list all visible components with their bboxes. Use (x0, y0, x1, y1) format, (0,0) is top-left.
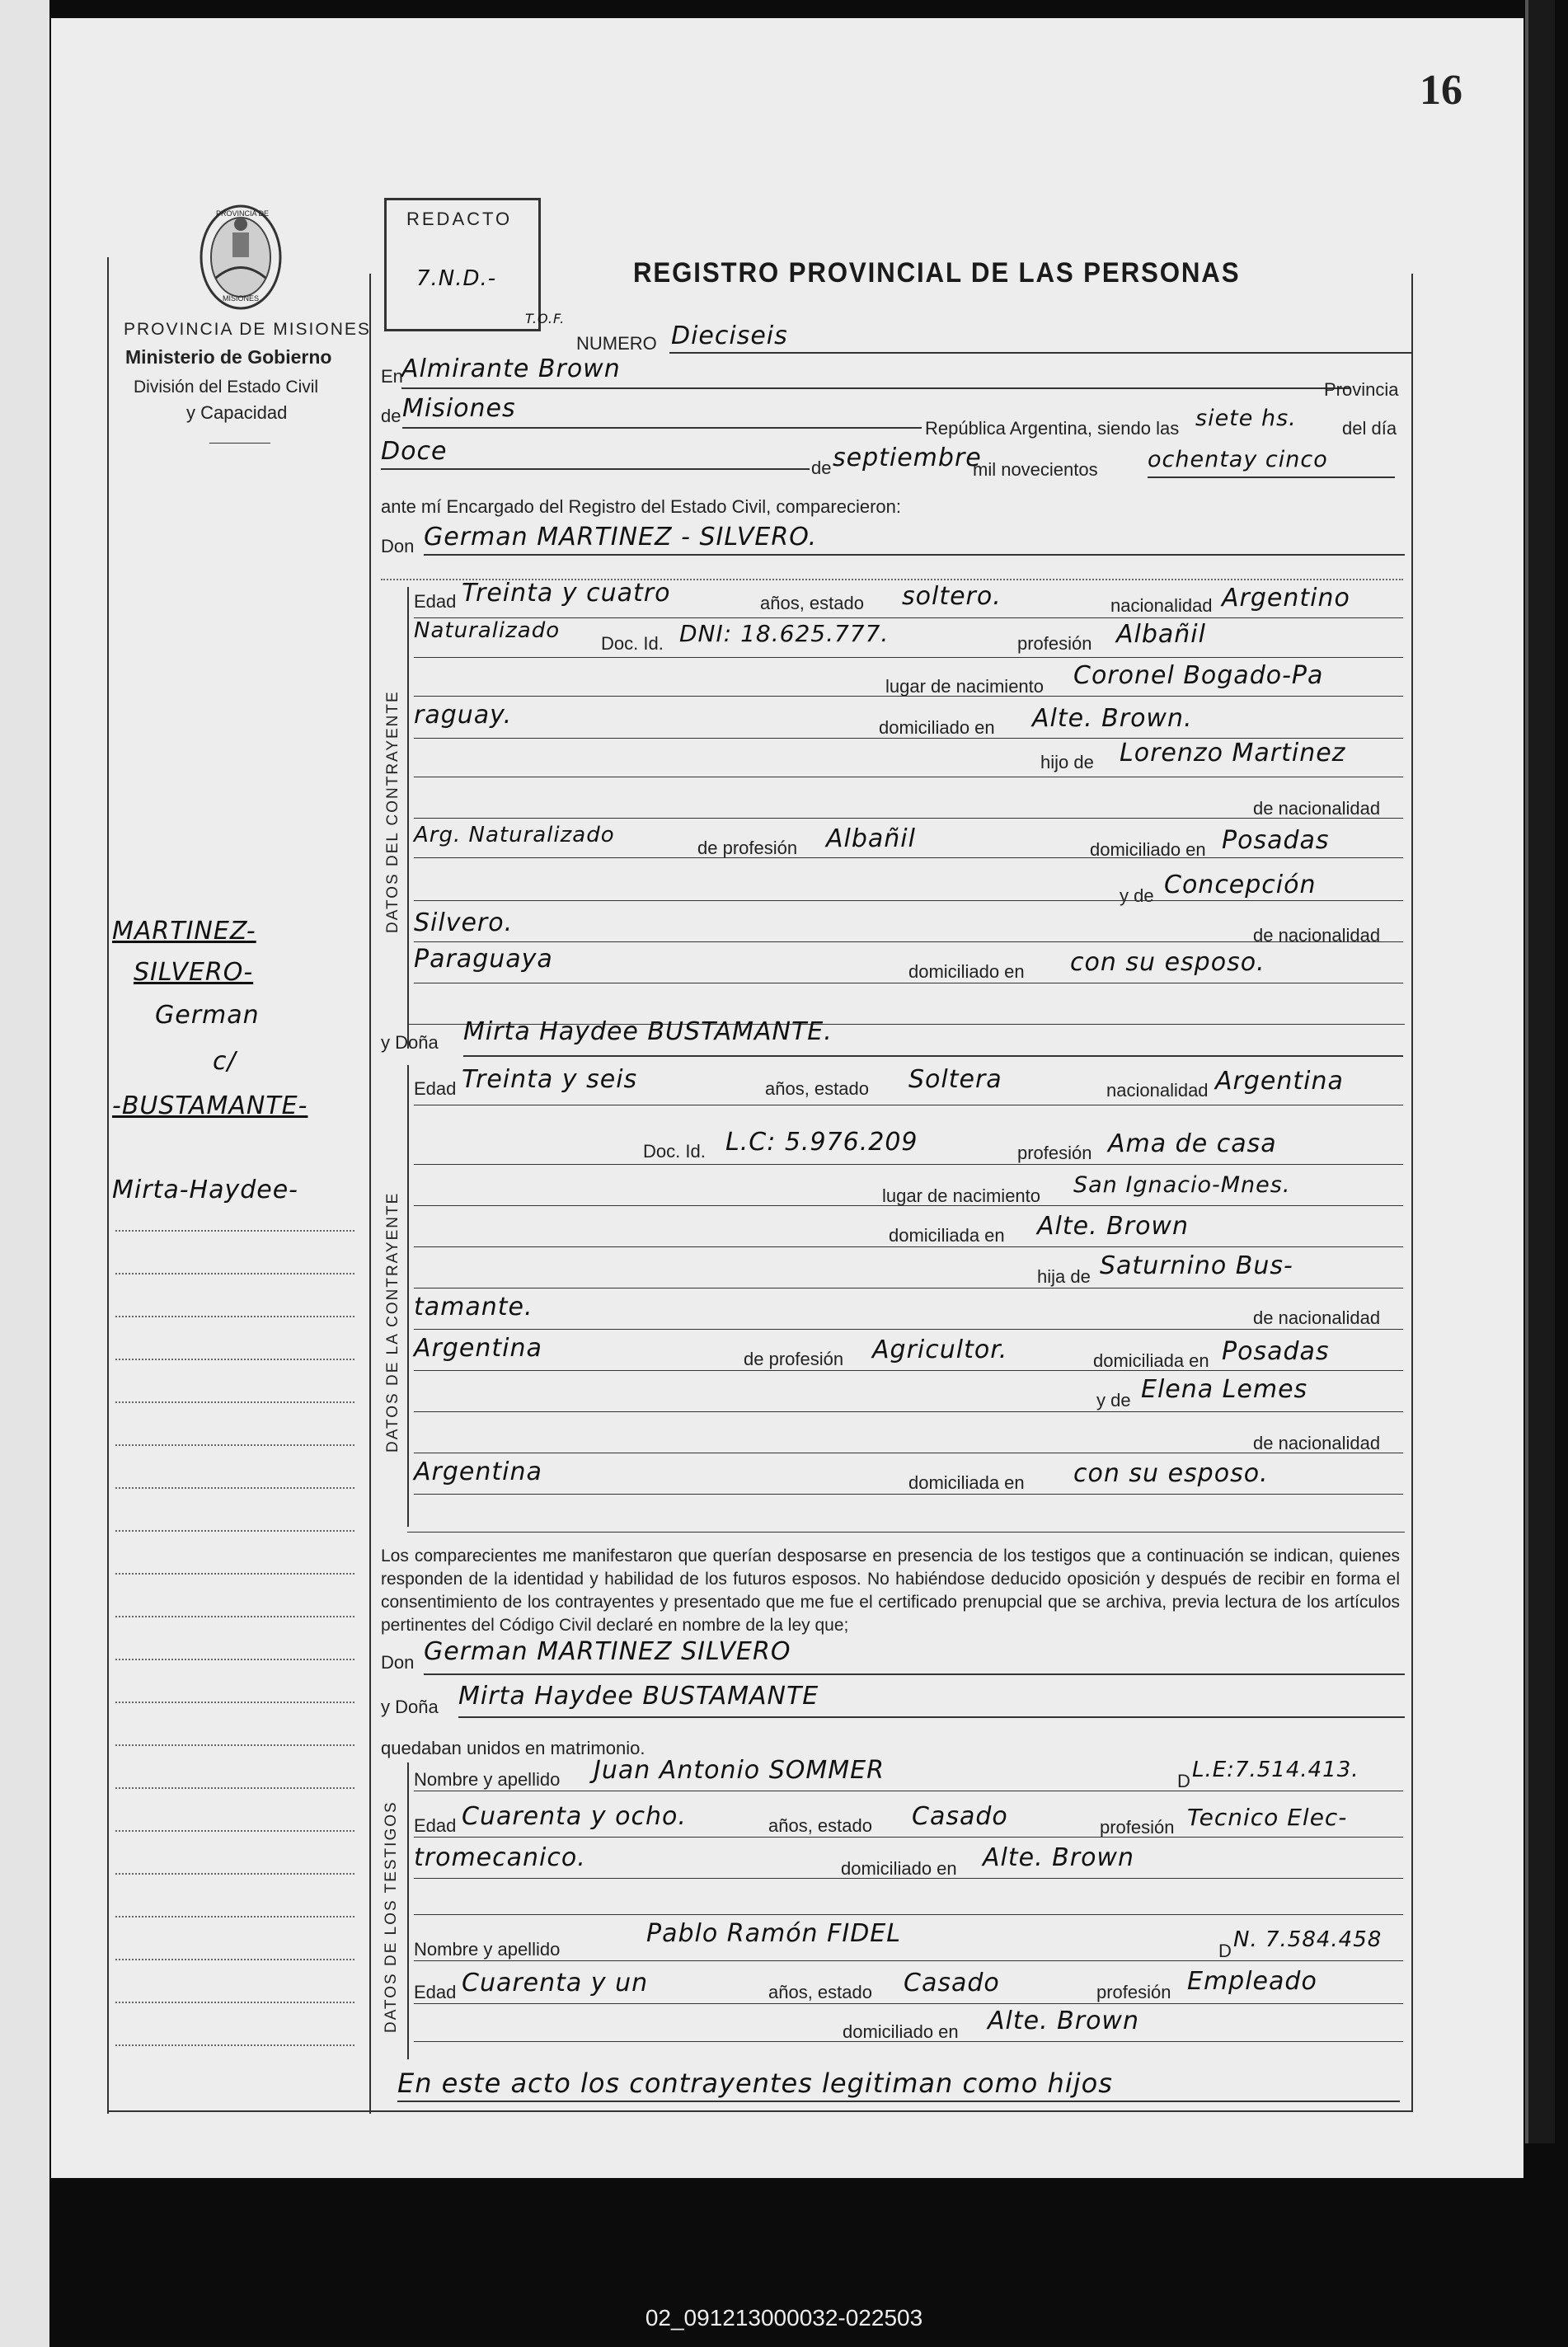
w1-prof-label: profesión (1100, 1817, 1175, 1838)
groom-lugar: Coronel Bogado-Pa (1073, 661, 1324, 690)
w2-doc-label: D (1218, 1941, 1232, 1961)
bride-line-8 (414, 1411, 1403, 1412)
bride-dom-label: domiciliada en (889, 1225, 1005, 1246)
bride-madre-dom: con su esposo. (1073, 1459, 1269, 1488)
w2-estado: Casado (904, 1969, 1000, 1997)
groom-madre2: Silvero. (414, 908, 514, 937)
bride-hija-label: hija de (1037, 1266, 1091, 1287)
bride-lugar-label: lugar de nacimiento (882, 1185, 1041, 1206)
bride-edad-label: Edad (414, 1078, 457, 1099)
w2-line-1 (414, 1960, 1403, 1961)
de2-label: de (811, 458, 832, 478)
ministry-label: Ministerio de Gobierno (125, 346, 332, 368)
groom-doc: DNI: 18.625.777. (679, 620, 890, 647)
bride-lugar: San Ignacio-Mnes. (1073, 1172, 1291, 1198)
groom-line-9 (414, 941, 1403, 942)
w1-edad-label: Edad (414, 1815, 457, 1836)
w2-dom-label: domiciliado en (843, 2021, 959, 2042)
w1-nombre-label: Nombre y apellido (414, 1769, 561, 1790)
margin-note-5: -BUSTAMANTE- (112, 1091, 308, 1120)
groom-madre-nac-label: de nacionalidad (1253, 925, 1381, 946)
w2-name: Pablo Ramón FIDEL (646, 1919, 901, 1948)
bride-line-4 (414, 1246, 1403, 1247)
margin-dot-line (115, 1744, 354, 1746)
margin-dot-line (115, 1573, 354, 1575)
margin-divider (369, 274, 371, 2114)
w1-prof: Tecnico Elec- (1187, 1804, 1348, 1831)
bride-nac: Argentina (1215, 1067, 1344, 1096)
margin-note-2: SILVERO- (134, 958, 254, 987)
don-label: Don (381, 536, 415, 556)
w1-doc: L.E:7.514.413. (1192, 1758, 1359, 1782)
margin-dot-line (115, 1616, 354, 1617)
groom-line-2 (414, 657, 1403, 658)
groom-nac2: Naturalizado (414, 618, 561, 643)
groom-padre: Lorenzo Martinez (1120, 739, 1346, 767)
bride-line-5 (414, 1288, 1403, 1289)
book-edge (1525, 0, 1555, 2143)
bride-edad: Treinta y seis (462, 1065, 638, 1094)
page-title: REGISTRO PROVINCIAL DE LAS PERSONAS (633, 257, 1241, 289)
bride-doc-label: Doc. Id. (643, 1141, 706, 1162)
bride-padre-nac: Argentina (414, 1334, 542, 1363)
provincia-label: Provincia (1324, 379, 1399, 400)
footer-code: 02_091213000032-022503 (645, 2305, 923, 2331)
bride-block-end (407, 1532, 1405, 1533)
bride-line-6 (414, 1329, 1403, 1330)
bride-madre-nac: Argentina (414, 1457, 542, 1486)
numero-line (669, 352, 1411, 354)
w1-name: Juan Antonio SOMMER (594, 1756, 885, 1785)
groom-padre-dom: Posadas (1222, 826, 1330, 855)
don-value: German MARTINEZ - SILVERO. (424, 523, 818, 552)
ante-label: ante mí Encargado del Registro del Estado Civil, comparecieron: (381, 496, 901, 517)
bride-block-border (407, 1065, 409, 1527)
groom-prof-label: profesión (1017, 633, 1092, 654)
margin-dot-line (115, 1830, 354, 1832)
numero-label: NUMERO (576, 333, 657, 354)
groom-edad-label: Edad (414, 591, 457, 612)
groom-prof: Albañil (1116, 620, 1206, 649)
margin-dot-line (115, 1230, 354, 1232)
bride-padre-dom: Posadas (1222, 1337, 1330, 1366)
closing-dona: Mirta Haydee BUSTAMANTE (458, 1682, 819, 1711)
right-frame (1411, 274, 1413, 2112)
margin-dot-line (115, 2002, 354, 2003)
margin-dot-line (115, 1702, 354, 1703)
margin-dot-line (115, 1359, 354, 1360)
groom-line-1 (414, 617, 1403, 618)
groom-line-7 (414, 857, 1403, 858)
groom-doc-label: Doc. Id. (601, 633, 664, 654)
seal-top-text: PROVINCIA DE (216, 209, 270, 218)
numero-value: Dieciseis (671, 322, 788, 350)
dia-line (381, 468, 810, 470)
bride-padre2: tamante. (414, 1293, 533, 1321)
groom-padre-prof: Albañil (826, 824, 916, 853)
witness-section-label: DATOS DE LOS TESTIGOS (383, 1800, 400, 2033)
en-label: En (381, 366, 403, 387)
seal-bottom-text: MISIONES (223, 294, 260, 303)
bride-padre: Saturnino Bus- (1100, 1251, 1293, 1280)
consent-paragraph: Los comparecientes me manifestaron que querían desposarse en presencia de los testigos que a continuación se indican, quienes responden de la identidad y habilidad de los futuros esposos. No habiéndose deducido oposición y después de recibir en forma el consentimiento de los contrayentes y presentado que me fue el certificado prenupcial que se archiva, previa lectura de los artículos pertinentes del Código Civil declaré en nombre de la ley que; (381, 1547, 1400, 1635)
bride-dom: Alte. Brown (1037, 1212, 1189, 1241)
division-label-2: y Capacidad (186, 402, 288, 423)
margin-dot-line (115, 2044, 354, 2046)
margin-dot-line (115, 1873, 354, 1875)
closing-don-label: Don (381, 1652, 415, 1673)
del-dia-label: del día (1342, 418, 1397, 439)
redacto-initials: T.O.F. (525, 311, 566, 326)
dia-value: Doce (381, 437, 448, 466)
bride-intro-name: Mirta Haydee BUSTAMANTE. (463, 1017, 833, 1046)
groom-dom: Alte. Brown. (1032, 704, 1193, 733)
redacto-value: 7.N.D.- (416, 266, 497, 291)
groom-lugar2: raguay. (414, 701, 513, 730)
groom-edad: Treinta y cuatro (462, 579, 671, 608)
margin-dot-line (115, 1959, 354, 1960)
redacto-label: REDACTO (406, 209, 513, 229)
bottom-frame (107, 2110, 1413, 2112)
book-spine (0, 0, 49, 2347)
groom-padre-prof-label: de profesión (697, 838, 798, 858)
groom-hijo-label: hijo de (1040, 752, 1094, 772)
bride-section-label: DATOS DE LA CONTRAYENTE (384, 1191, 401, 1453)
groom-line-6 (414, 818, 1403, 819)
don-line (424, 554, 1405, 556)
margin-dot-line (115, 1659, 354, 1660)
bride-padre-dom-label: domiciliada en (1093, 1350, 1209, 1371)
groom-block-border (407, 587, 409, 1049)
margin-note-6: Mirta-Haydee- (112, 1176, 299, 1204)
w2-nombre-label: Nombre y apellido (414, 1939, 561, 1960)
groom-line-3 (414, 696, 1403, 697)
witness-block-border (407, 1763, 409, 2059)
bride-madre: Elena Lemes (1141, 1375, 1308, 1404)
left-frame (107, 257, 109, 2114)
bride-doc: L.C: 5.976.209 (725, 1128, 918, 1157)
margin-note-1: MARTINEZ- (112, 917, 256, 946)
anio-line (1148, 476, 1395, 478)
province-seal (195, 199, 286, 323)
page-number: 16 (1420, 67, 1462, 114)
groom-estado: soltero. (902, 582, 1002, 611)
bride-intro-label: y Doña (381, 1032, 439, 1053)
bride-nac-label: nacionalidad (1106, 1080, 1209, 1101)
bride-padre-nac-label: de nacionalidad (1253, 1307, 1381, 1328)
groom-padre-nac-label: de nacionalidad (1253, 798, 1381, 819)
en-value: Almirante Brown (401, 354, 621, 383)
w1-dom-label: domiciliado en (841, 1858, 957, 1879)
groom-madre-nac: Paraguaya (414, 945, 553, 974)
w1-line-3 (414, 1878, 1403, 1879)
bride-line-7 (414, 1370, 1403, 1371)
groom-nac-label: nacionalidad (1110, 595, 1213, 616)
legitimation-line (397, 2101, 1400, 2102)
margin-dot-line (115, 1273, 354, 1274)
w1-doc-label: D (1177, 1771, 1190, 1791)
bride-line-3 (414, 1205, 1403, 1206)
bride-madre-nac-label: de nacionalidad (1253, 1433, 1381, 1453)
registry-page (51, 18, 1523, 2178)
margin-dot-line (115, 1530, 354, 1532)
groom-y-de-label: y de (1120, 885, 1154, 906)
bride-anos-label: años, estado (765, 1078, 869, 1099)
provincia-line (402, 427, 922, 429)
bride-padre-prof: Agricultor. (872, 1335, 1008, 1364)
w2-doc: N. 7.584.458 (1233, 1927, 1383, 1952)
w1-estado: Casado (912, 1802, 1008, 1831)
closing-unidos: quedaban unidos en matrimonio. (381, 1738, 646, 1758)
groom-lugar-label: lugar de nacimiento (885, 676, 1045, 697)
anio-value: ochentay cinco (1148, 447, 1328, 472)
groom-padre-dom-label: domiciliado en (1090, 839, 1206, 860)
w2-edad: Cuarenta y un (462, 1969, 649, 1997)
redacto-box (384, 198, 541, 331)
w2-line-2 (414, 2003, 1403, 2004)
w1-edad: Cuarenta y ocho. (462, 1802, 687, 1831)
w2-prof: Empleado (1187, 1967, 1317, 1996)
bride-prof: Ama de casa (1108, 1129, 1277, 1158)
hora-value: siete hs. (1195, 406, 1297, 431)
groom-section-label: DATOS DEL CONTRAYENTE (384, 690, 401, 933)
bride-prof-label: profesión (1017, 1143, 1092, 1163)
bride-y-de-label: y de (1096, 1390, 1131, 1411)
en-line (401, 387, 1350, 389)
margin-note-3: German (155, 1001, 260, 1030)
margin-dot-line (115, 1444, 354, 1446)
de-label: de (381, 406, 401, 426)
w2-prof-label: profesión (1096, 1982, 1171, 2002)
bride-estado: Soltera (908, 1065, 1002, 1094)
groom-madre-dom: con su esposo. (1070, 948, 1265, 977)
w1-line-2 (414, 1837, 1403, 1838)
groom-madre: Concepción (1164, 871, 1317, 899)
closing-dona-line (458, 1716, 1405, 1718)
w1-dom: Alte. Brown (983, 1843, 1134, 1872)
closing-don-line (424, 1673, 1405, 1675)
provincia-value: Misiones (402, 394, 516, 423)
mes-value: septiembre (833, 444, 982, 472)
margin-dot-line (115, 1316, 354, 1317)
province-label: PROVINCIA DE MISIONES (124, 320, 371, 339)
margin-dot-line (115, 1916, 354, 1917)
division-underline (209, 443, 270, 444)
w2-dom: Alte. Brown (988, 2007, 1139, 2035)
groom-anos-label: años, estado (760, 593, 864, 613)
groom-dom-label: domiciliado en (879, 717, 995, 738)
margin-dot-line (115, 1401, 354, 1403)
bride-madre-dom-label: domiciliada en (908, 1472, 1025, 1493)
bride-line-2 (414, 1164, 1403, 1165)
bride-line-10 (414, 1494, 1403, 1495)
groom-madre-dom-label: domiciliado en (908, 961, 1025, 982)
margin-note-4: c/ (213, 1047, 237, 1076)
division-label-1: División del Estado Civil (134, 378, 319, 397)
groom-nac: Argentino (1222, 584, 1350, 613)
w1-prof2: tromecanico. (414, 1843, 586, 1872)
mil-label: mil novecientos (973, 459, 1098, 480)
closing-dona-label: y Doña (381, 1697, 439, 1717)
republica-label: República Argentina, siendo las (925, 418, 1180, 439)
w-line-sep (414, 1914, 1403, 1915)
margin-dot-line (115, 1487, 354, 1489)
groom-padre-nac: Arg. Naturalizado (414, 823, 615, 847)
w2-anos-label: años, estado (768, 1982, 872, 2002)
w2-line-3 (414, 2041, 1403, 2042)
bride-padre-prof-label: de profesión (744, 1349, 844, 1369)
groom-line-8 (414, 900, 1403, 901)
bride-intro-line (463, 1055, 1403, 1057)
w2-edad-label: Edad (414, 1982, 457, 2002)
margin-dot-line (115, 1787, 354, 1789)
w1-anos-label: años, estado (768, 1815, 872, 1836)
legitimation-note: En este acto los contrayentes legitiman como hijos (397, 2068, 1113, 2099)
closing-don: German MARTINEZ SILVERO (424, 1637, 791, 1666)
